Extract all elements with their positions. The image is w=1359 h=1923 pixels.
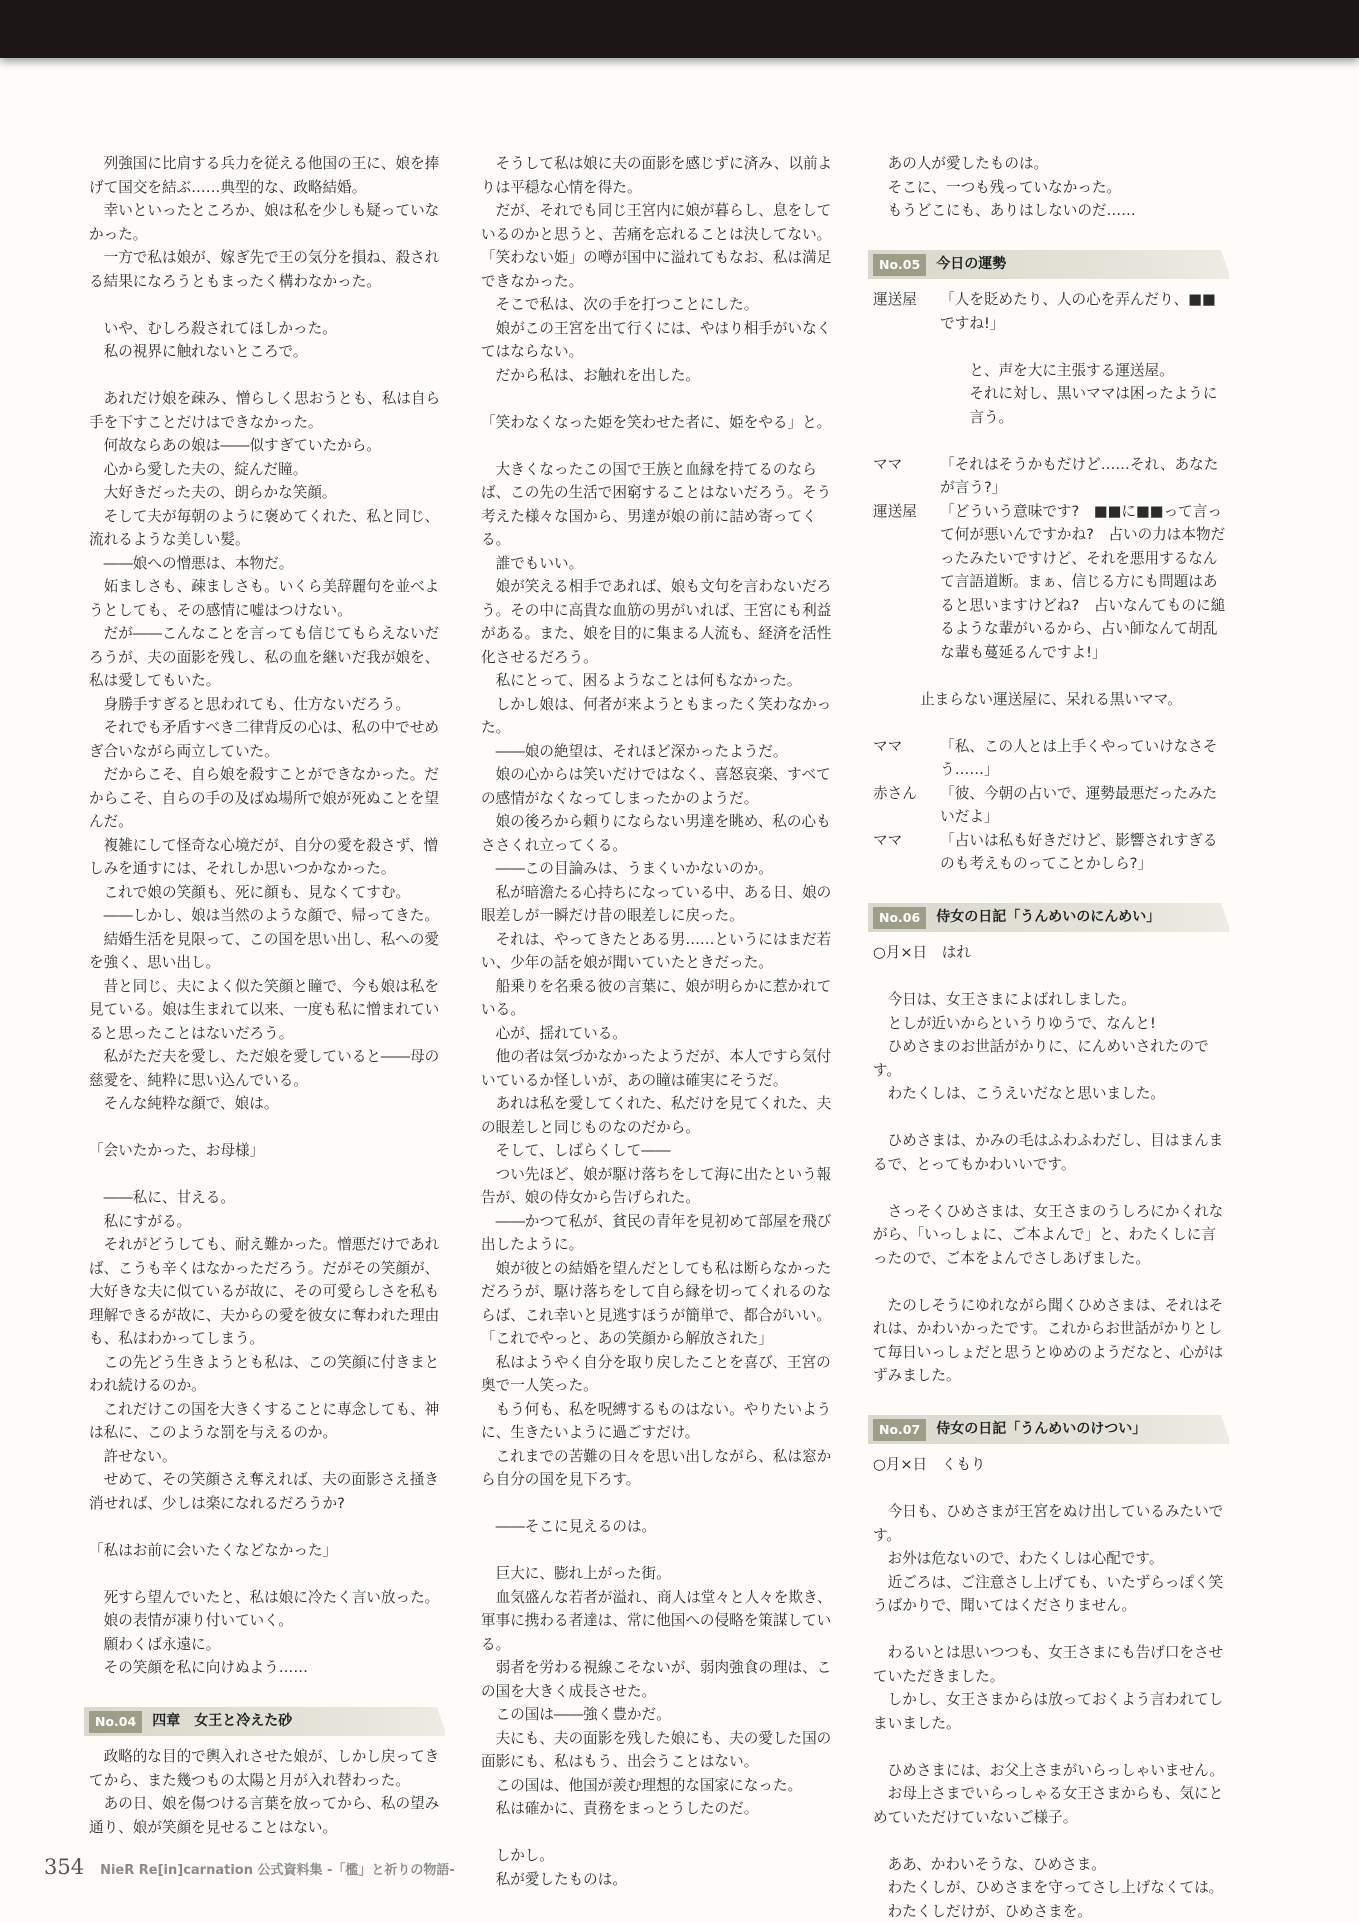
blank-line — [481, 387, 837, 411]
blank-line — [89, 1562, 445, 1586]
paragraph: 私がただ夫を愛し、ただ娘を愛していると――母の慈愛を、純粋に思い込んでいる。 — [89, 1045, 445, 1092]
paragraph: 願わくば永遠に。 — [89, 1633, 445, 1657]
paragraph: 近ごろは、ご注意さし上げても、いたずらっぽく笑うばかりで、聞いてはくださりません。 — [873, 1571, 1229, 1618]
top-banner — [0, 0, 1359, 58]
paragraph: 弱者を労わる視線こそないが、弱肉強食の理は、この国を大きく成長させた。 — [481, 1656, 837, 1703]
paragraph: しかし。 — [481, 1844, 837, 1868]
blank-line — [873, 1106, 1229, 1130]
paragraph: 大きくなったこの国で王族と血縁を持てるのならば、この先の生活で困窮することはないだろう。そう考えた様々な国から、男達が娘の前に詰め寄ってくる。 — [481, 458, 837, 552]
paragraph: これだけこの国を大きくすることに専念しても、神は私に、このような罰を与えるのか。 — [89, 1398, 445, 1445]
section-title: 今日の運勢 — [936, 253, 1006, 277]
paragraph: ――かつて私が、貧民の青年を見初めて部屋を飛び出したように。 — [481, 1210, 837, 1257]
paragraph: あれは私を愛してくれた、私だけを見てくれた、夫の眼差しと同じものなのだから。 — [481, 1092, 837, 1139]
blank-line — [873, 1477, 1229, 1501]
paragraph: もうどこにも、ありはしないのだ…… — [873, 199, 1229, 223]
paragraph: 誰でもいい。 — [481, 552, 837, 576]
paragraph: 列強国に比肩する兵力を従える他国の王に、娘を捧げて国交を結ぶ……典型的な、政略結婚。 — [89, 152, 445, 199]
paragraph: つい先ほど、娘が駆け落ちをして海に出たという報告が、娘の侍女から告げられた。 — [481, 1163, 837, 1210]
dialogue-text: 「占いは私も好きだけど、影響されすぎるのも考えものってことかしら?」 — [940, 829, 1229, 876]
blank-line — [873, 1618, 1229, 1642]
paragraph: この先どう生きようとも私は、この笑顔に付きまとわれ続けるのか。 — [89, 1351, 445, 1398]
paragraph: 船乗りを名乗る彼の言葉に、娘が明らかに惹かれている。 — [481, 975, 837, 1022]
paragraph: 私が愛したものは。 — [481, 1868, 837, 1892]
section-number-badge: No.05 — [873, 254, 926, 276]
paragraph: しかし娘は、何者が来ようともまったく笑わなかった。 — [481, 693, 837, 740]
paragraph: 死すら望んでいたと、私は娘に冷たく言い放った。 — [89, 1586, 445, 1610]
dialogue-line — [873, 453, 1229, 500]
section-title: 侍女の日記「うんめいのけつい」 — [936, 1418, 1146, 1442]
paragraph: あの人が愛したものは。 — [873, 152, 1229, 176]
speaker-name: 運送屋 — [873, 500, 940, 665]
paragraph: わたくしは、こうえいだなと思いました。 — [873, 1082, 1229, 1106]
stage-direction: と、声を大に主張する運送屋。 — [873, 359, 1229, 383]
blank-line — [89, 1116, 445, 1140]
blank-line — [873, 335, 1229, 359]
paragraph: 結婚生活を見限って、この国を思い出し、私への愛を強く、思い出し。 — [89, 928, 445, 975]
dialogue-text: 「私、この人とは上手くやっていけなさそう……」 — [940, 735, 1229, 782]
blank-line — [873, 876, 1229, 900]
paragraph: 一方で私は娘が、嫁ぎ先で王の気分を損ね、殺される結果になろうともまったく構わなかった。 — [89, 246, 445, 293]
paragraph: お外は危ないので、わたくしは心配です。 — [873, 1547, 1229, 1571]
blank-line — [873, 1735, 1229, 1759]
section-title: 四章 女王と冷えた砂 — [152, 1710, 292, 1734]
dialogue-line — [873, 500, 1229, 665]
stage-direction: それに対し、黒いママは困ったように言う。 — [873, 382, 1229, 429]
paragraph: 「笑わない姫」の噂が国中に溢れてもなお、私は満足できなかった。 — [481, 246, 837, 293]
paragraph: 娘の表情が凍り付いていく。 — [89, 1609, 445, 1633]
dialogue-text: 「それはそうかもだけど……それ、あなたが言う?」 — [940, 453, 1229, 500]
page-footer — [44, 1855, 455, 1885]
blank-line — [89, 1680, 445, 1704]
speaker-name: 赤さん — [873, 782, 940, 829]
section-heading — [868, 903, 1229, 932]
paragraph: 心が、揺れている。 — [481, 1022, 837, 1046]
column-3 — [873, 152, 1229, 1923]
blank-line — [873, 1829, 1229, 1853]
blank-line — [873, 1270, 1229, 1294]
paragraph: ひめさまは、かみの毛はふわふわだし、目はまんまるで、とってもかわいいです。 — [873, 1129, 1229, 1176]
stage-direction: 止まらない運送屋に、呆れる黒いママ。 — [873, 688, 1229, 712]
paragraph: 何故ならあの娘は――似すぎていたから。 — [89, 434, 445, 458]
paragraph: そして、しばらくして―― — [481, 1139, 837, 1163]
blank-line — [481, 1492, 837, 1516]
paragraph: だからこそ、自ら娘を殺すことができなかった。だからこそ、自らの手の及ばぬ場所で娘が死ぬことを望んだ。 — [89, 763, 445, 834]
paragraph: 娘が彼との結婚を望んだとしても私は断らなかっただろうが、駆け落ちをして自ら縁を切ってくれるのならば、これ幸いと見逃すほうが簡単で、都合がいい。 — [481, 1257, 837, 1328]
speaker-name: ママ — [873, 453, 940, 500]
paragraph: この国は――強く豊かだ。 — [481, 1703, 837, 1727]
paragraph: だが――こんなことを言っても信じてもらえないだろうが、夫の面影を残し、私の血を継いだ我が娘を、私は愛してもいた。 — [89, 622, 445, 693]
paragraph: 政略的な目的で輿入れさせた娘が、しかし戻ってきてから、また幾つもの太陽と月が入れ替わった。 — [89, 1745, 445, 1792]
paragraph: 私はようやく自分を取り戻したことを喜び、王宮の奥で一人笑った。 — [481, 1351, 837, 1398]
paragraph: 妬ましさも、疎ましさも。いくら美辞麗句を並べようとしても、その感情に嘘はつけない。 — [89, 575, 445, 622]
paragraph: しかし、女王さまからは放っておくよう言われてしまいました。 — [873, 1688, 1229, 1735]
blank-line — [873, 1176, 1229, 1200]
paragraph: だから私は、お触れを出した。 — [481, 364, 837, 388]
section-number-badge: No.06 — [873, 907, 926, 929]
paragraph: お母上さまでいらっしゃる女王さまからも、気にとめていただけていないご様子。 — [873, 1782, 1229, 1829]
paragraph: たのしそうにゆれながら聞くひめさまは、それはそれは、かわいかったです。これからお世話がかりとして毎日いっしょだと思うとゆめのようだなと、心がはずみました。 — [873, 1294, 1229, 1388]
blank-line — [481, 1539, 837, 1563]
paragraph: 巨大に、膨れ上がった街。 — [481, 1562, 837, 1586]
blank-line — [873, 664, 1229, 688]
paragraph: 昔と同じ、夫によく似た笑顔と瞳で、今も娘は私を見ている。娘は生まれて以来、一度も私に憎まれていると思ったことはないだろう。 — [89, 975, 445, 1046]
dialogue-line — [873, 782, 1229, 829]
paragraph: 私が暗澹たる心持ちになっている中、ある日、娘の眼差しが一瞬だけ昔の眼差しに戻った。 — [481, 881, 837, 928]
paragraph: そこに、一つも残っていなかった。 — [873, 176, 1229, 200]
paragraph: 私は確かに、責務をまっとうしたのだ。 — [481, 1797, 837, 1821]
paragraph: わたくしだけが、ひめさまを。 — [873, 1900, 1229, 1923]
paragraph: ――娘への憎悪は、本物だ。 — [89, 552, 445, 576]
paragraph: そんな純粋な顔で、娘は。 — [89, 1092, 445, 1116]
paragraph: ――私に、甘える。 — [89, 1186, 445, 1210]
paragraph: 許せない。 — [89, 1445, 445, 1469]
paragraph: 娘が笑える相手であれば、娘も文句を言わないだろう。その中に高貴な血筋の男がいれば、王宮にも利益がある。また、娘を目的に集まる人流も、経済を活性化させるだろう。 — [481, 575, 837, 669]
paragraph: 今日は、女王さまによばれしました。 — [873, 988, 1229, 1012]
blank-line — [89, 293, 445, 317]
paragraph: 血気盛んな若者が溢れ、商人は堂々と人々を欺き、軍事に携わる者達は、常に他国への侵略を策謀している。 — [481, 1586, 837, 1657]
blank-line — [873, 711, 1229, 735]
paragraph: ○月×日 くもり — [873, 1453, 1229, 1477]
page-number: 354 — [44, 1855, 84, 1879]
paragraph: これまでの苦難の日々を思い出しながら、私は窓から自分の国を見下ろす。 — [481, 1445, 837, 1492]
blank-line — [89, 1515, 445, 1539]
blank-line — [873, 965, 1229, 989]
blank-line — [873, 429, 1229, 453]
paragraph: 娘の後ろから頼りにならない男達を眺め、私の心もささくれ立ってくる。 — [481, 810, 837, 857]
blank-line — [873, 1388, 1229, 1412]
blank-line — [873, 223, 1229, 247]
paragraph: 身勝手すぎると思われても、仕方ないだろう。 — [89, 693, 445, 717]
paragraph: ひめさまには、お父上さまがいらっしゃいません。 — [873, 1759, 1229, 1783]
paragraph: 娘がこの王宮を出て行くには、やはり相手がいなくてはならない。 — [481, 317, 837, 364]
speaker-name: 運送屋 — [873, 288, 940, 335]
paragraph: 複雑にして怪奇な心境だが、自分の愛を殺さず、憎しみを通すには、それしか思いつかなかった。 — [89, 834, 445, 881]
dialogue-line — [873, 829, 1229, 876]
paragraph: だが、それでも同じ王宮内に娘が暮らし、息をしているのかと思うと、苦痛を忘れることは決してない。 — [481, 199, 837, 246]
dialogue-text: 「どういう意味です? ■■に■■って言って何が悪いんですかね? 占いの力は本物だったみたいですけど、それを悪用するなんて言語道断。まぁ、信じる方にも問題はあると思いますけどね? 占いなんてものに縋るような輩がいるから、占い師なんて胡乱な輩も蔓延るんですよ!」 — [940, 500, 1229, 665]
section-number-badge: No.07 — [873, 1419, 926, 1441]
section-heading — [84, 1707, 445, 1736]
paragraph: 「笑わなくなった姫を笑わせた者に、姫をやる」と。 — [481, 411, 837, 435]
paragraph: ――しかし、娘は当然のような顔で、帰ってきた。 — [89, 904, 445, 928]
paragraph: その笑顔を私に向けぬよう…… — [89, 1656, 445, 1680]
paragraph: 大好きだった夫の、朗らかな笑顔。 — [89, 481, 445, 505]
paragraph: 「私はお前に会いたくなどなかった」 — [89, 1539, 445, 1563]
blank-line — [481, 1821, 837, 1845]
paragraph: そして夫が毎朝のように褒めてくれた、私と同じ、流れるような美しい髪。 — [89, 505, 445, 552]
paragraph: それがどうしても、耐え難かった。憎悪だけであれば、こうも辛くはなかっただろう。だがその笑顔が、大好きな夫に似ているが故に、その可愛らしさを私も理解できるが故に、夫からの愛を彼女に奪われた理由も、私はわかってしまう。 — [89, 1233, 445, 1351]
paragraph: あの日、娘を傷つける言葉を放ってから、私の望み通り、娘が笑顔を見せることはない。 — [89, 1792, 445, 1839]
paragraph: わたくしが、ひめさまを守ってさし上げなくては。 — [873, 1876, 1229, 1900]
section-heading — [868, 1415, 1229, 1444]
blank-line — [481, 434, 837, 458]
paragraph: 幸いといったところか、娘は私を少しも疑っていなかった。 — [89, 199, 445, 246]
section-number-badge: No.04 — [89, 1711, 142, 1733]
column-1 — [89, 152, 445, 1839]
paragraph: せめて、その笑顔さえ奪えれば、夫の面影さえ掻き消せれば、少しは楽になれるだろうか? — [89, 1468, 445, 1515]
column-2 — [481, 152, 837, 1891]
paragraph: いや、むしろ殺されてほしかった。 — [89, 317, 445, 341]
paragraph: さっそくひめさまは、女王さまのうしろにかくれながら、「いっしょに、ご本よんで」と、わたくしに言ったので、ご本をよんでさしあげました。 — [873, 1200, 1229, 1271]
dialogue-line — [873, 735, 1229, 782]
section-heading — [868, 250, 1229, 279]
dialogue-line — [873, 288, 1229, 335]
paragraph: 私の視界に触れないところで。 — [89, 340, 445, 364]
paragraph: これで娘の笑顔も、死に顔も、見なくてすむ。 — [89, 881, 445, 905]
paragraph: 私にとって、困るようなことは何もなかった。 — [481, 669, 837, 693]
paragraph: この国は、他国が羨む理想的な国家になった。 — [481, 1774, 837, 1798]
paragraph: ああ、かわいそうな、ひめさま。 — [873, 1853, 1229, 1877]
paragraph: 今日も、ひめさまが王宮をぬけ出しているみたいです。 — [873, 1500, 1229, 1547]
paragraph: ○月×日 はれ — [873, 941, 1229, 965]
paragraph: ――この目論みは、うまくいかないのか。 — [481, 857, 837, 881]
paragraph: 娘の心からは笑いだけではなく、喜怒哀楽、すべての感情がなくなってしまったかのようだ。 — [481, 763, 837, 810]
paragraph: としが近いからというりゆうで、なんと! — [873, 1012, 1229, 1036]
blank-line — [89, 1163, 445, 1187]
paragraph: 夫にも、夫の面影を残した娘にも、夫の愛した国の面影にも、私はもう、出会うことはない。 — [481, 1727, 837, 1774]
paragraph: わるいとは思いつつも、女王さまにも告げ口をさせていただきました。 — [873, 1641, 1229, 1688]
paragraph: ――そこに見えるのは。 — [481, 1515, 837, 1539]
paragraph: もう何も、私を呪縛するものはない。やりたいように、生きたいように過ごすだけ。 — [481, 1398, 837, 1445]
paragraph: 「会いたかった、お母様」 — [89, 1139, 445, 1163]
paragraph: それは、やってきたとある男……というにはまだ若い、少年の話を娘が聞いていたときだった。 — [481, 928, 837, 975]
speaker-name: ママ — [873, 829, 940, 876]
paragraph: ――娘の絶望は、それほど深かったようだ。 — [481, 740, 837, 764]
paragraph: 「これでやっと、あの笑顔から解放された」 — [481, 1327, 837, 1351]
speaker-name: ママ — [873, 735, 940, 782]
paragraph: 私にすがる。 — [89, 1210, 445, 1234]
paragraph: 他の者は気づかなかったようだが、本人ですら気付いているか怪しいが、あの瞳は確実にそうだ。 — [481, 1045, 837, 1092]
paragraph: 心から愛した夫の、綻んだ瞳。 — [89, 458, 445, 482]
book-title: NieR Re[in]carnation 公式資料集 -「檻」と祈りの物語- — [100, 1859, 455, 1878]
blank-line — [89, 364, 445, 388]
dialogue-text: 「彼、今朝の占いで、運勢最悪だったみたいだよ」 — [940, 782, 1229, 829]
paragraph: それでも矛盾すべき二律背反の心は、私の中でせめぎ合いながら両立していた。 — [89, 716, 445, 763]
paragraph: ひめさまのお世話がかりに、にんめいされたのです。 — [873, 1035, 1229, 1082]
dialogue-text: 「人を貶めたり、人の心を弄んだり、■■ですね!」 — [940, 288, 1229, 335]
paragraph: あれだけ娘を疎み、憎らしく思おうとも、私は自ら手を下すことだけはできなかった。 — [89, 387, 445, 434]
paragraph: そうして私は娘に夫の面影を感じずに済み、以前よりは平穏な心情を得た。 — [481, 152, 837, 199]
paragraph: そこで私は、次の手を打つことにした。 — [481, 293, 837, 317]
section-title: 侍女の日記「うんめいのにんめい」 — [936, 906, 1160, 930]
